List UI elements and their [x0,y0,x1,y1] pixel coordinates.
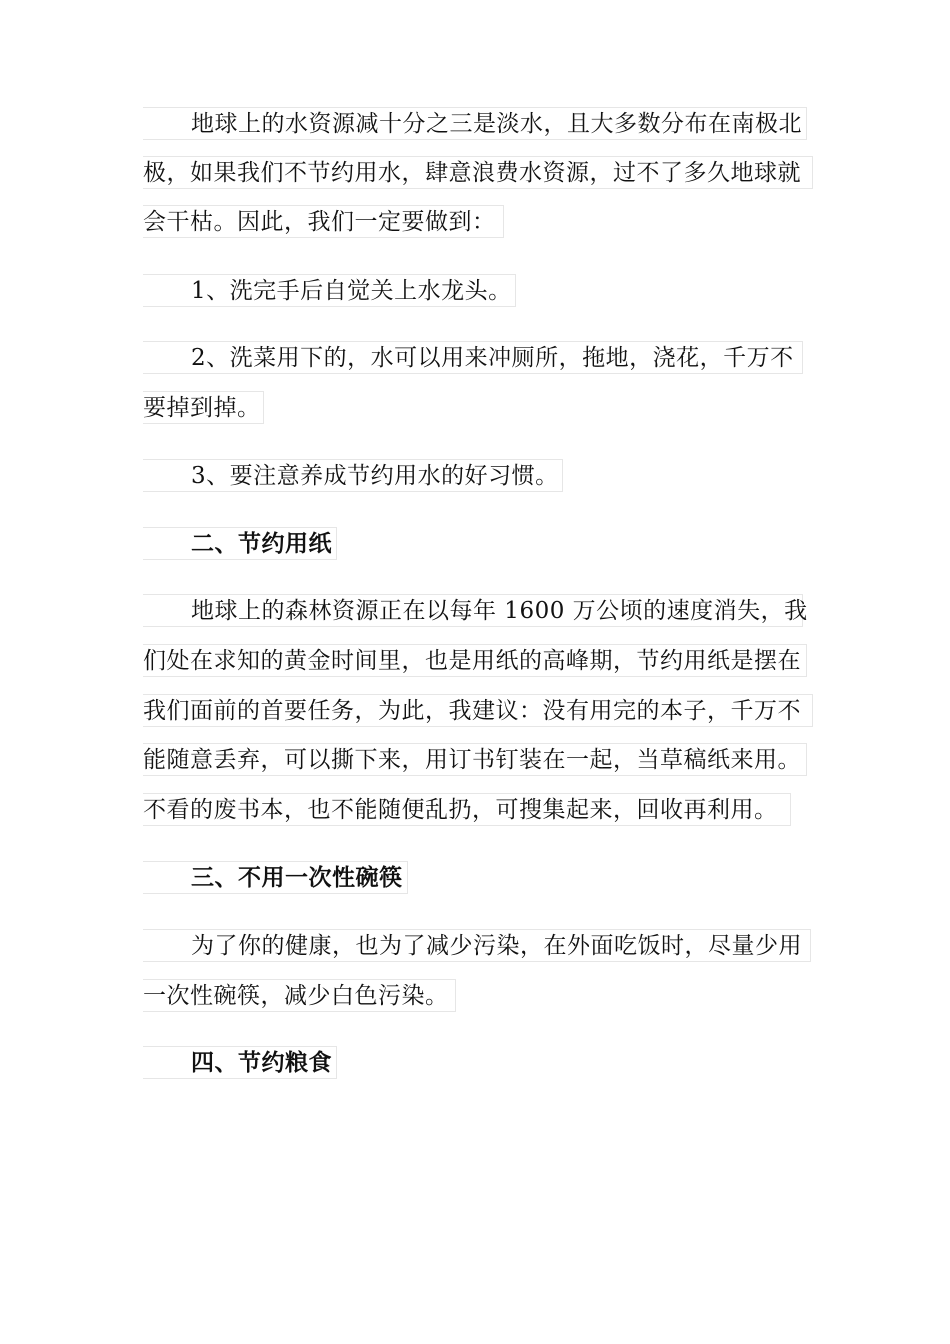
paragraph-line: 我们面前的首要任务，为此，我建议：没有用完的本子，千万不 [143,694,813,727]
paragraph-line: 极，如果我们不节约用水，肆意浪费水资源，过不了多久地球就 [143,156,813,189]
list-item: 3、要注意养成节约用水的好习惯。 [143,459,563,492]
section-heading: 四、节约粮食 [143,1046,337,1079]
section-heading: 三、不用一次性碗筷 [143,861,408,894]
paragraph-line: 为了你的健康，也为了减少污染，在外面吃饭时，尽量少用 [143,929,811,962]
paragraph-line: 一次性碗筷，减少白色污染。 [143,979,456,1012]
list-item-continuation: 要掉到掉。 [143,391,264,424]
paragraph-line: 不看的废书本，也不能随便乱扔，可搜集起来，回收再利用。 [143,793,791,826]
list-item: 2、洗菜用下的，水可以用来冲厕所，拖地，浇花，千万不 [143,341,803,374]
paragraph-line: 们处在求知的黄金时间里，也是用纸的高峰期，节约用纸是摆在 [143,644,807,677]
section-heading: 二、节约用纸 [143,527,337,560]
list-item: 1、洗完手后自觉关上水龙头。 [143,274,516,307]
paragraph-line: 地球上的水资源减十分之三是淡水，且大多数分布在南极北 [143,107,807,140]
paragraph-line: 能随意丢弃，可以撕下来，用订书钉装在一起，当草稿纸来用。 [143,743,807,776]
paragraph-line: 地球上的森林资源正在以每年 1600 万公顷的速度消失，我 [143,594,803,627]
paragraph-line: 会干枯。因此，我们一定要做到： [143,205,504,238]
